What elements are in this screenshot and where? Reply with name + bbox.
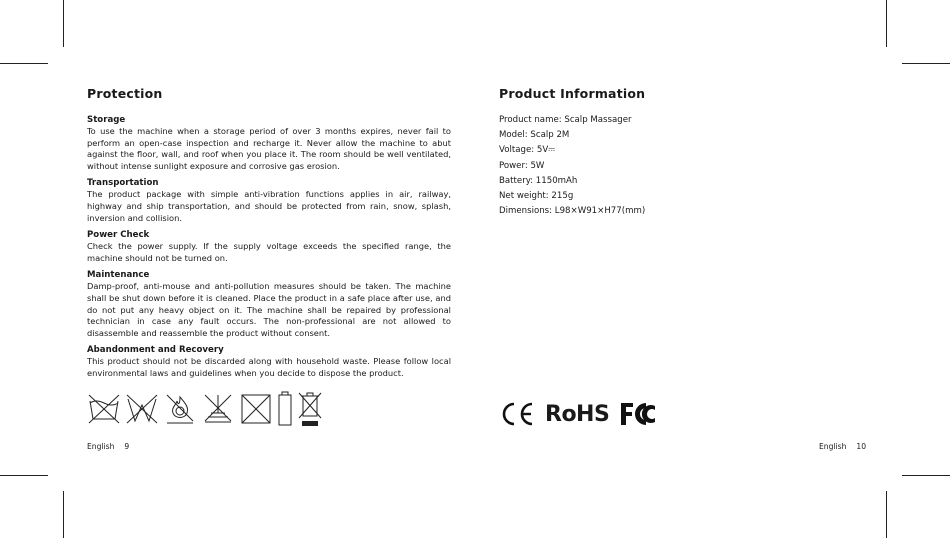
- fcc-mark-icon: [619, 401, 657, 427]
- section-heading: Transportation: [87, 178, 159, 189]
- left-footer: [87, 442, 129, 451]
- product-voltage: Voltage: 5V⎓: [499, 145, 556, 156]
- care-symbols: [87, 391, 323, 427]
- section-power-check: [87, 230, 451, 264]
- crop-mark: [63, 491, 64, 538]
- section-text: The product package with simple anti-vibration functions applies in air, railway, highway and ship transportation, and should be protected from rain, snow, splash, inversion and collision.: [87, 189, 451, 223]
- section-storage: [87, 115, 451, 172]
- section-heading: Abandonment and Recovery: [87, 345, 224, 356]
- crop-mark: [886, 491, 887, 538]
- crop-mark: [0, 63, 48, 64]
- right-page: [499, 86, 869, 219]
- section-abandonment: [87, 345, 451, 379]
- crop-mark: [902, 63, 950, 64]
- crop-mark: [0, 475, 48, 476]
- product-power: Power: 5W: [499, 160, 545, 171]
- section-transportation: [87, 178, 451, 224]
- ce-mark-icon: [499, 401, 535, 427]
- left-page: [87, 86, 451, 386]
- no-fire-icon: [163, 391, 197, 425]
- certification-marks: [499, 401, 657, 427]
- page-title: Protection: [87, 86, 163, 101]
- crop-mark: [902, 475, 950, 476]
- page-title: Product Information: [499, 86, 646, 101]
- section-text: This product should not be discarded along with household waste. Please follow local environmental laws and guidelines when you decide to dispose the product.: [87, 356, 451, 378]
- crop-mark: [63, 0, 64, 47]
- no-tumble-icon: [239, 391, 273, 425]
- section-text: Damp-proof, anti-mouse and anti-pollution measures should be taken. The machine shall be shut down before it is cleaned. Place the product in a safe place after use, and do not put any heavy object on it. The machine shall be repaired by professional technician in case any fault occurs. The non-professional are not allowed to disassemble and reassemble the product without consent.: [87, 281, 451, 338]
- right-footer: [819, 442, 866, 451]
- page-number: 9: [124, 442, 130, 451]
- section-text: To use the machine when a storage period of over 3 months expires, never fail to perform an open-case inspection and recharge it. Never allow the machine to abut against the floor, wall, and roof when you place it. The room should be well ventilated, without intense sunlight exposure and corrosive gas erosion.: [87, 126, 451, 171]
- product-name: Product name: Scalp Massager: [499, 115, 632, 125]
- crop-mark: [886, 0, 887, 47]
- product-battery: Battery: 1150mAh: [499, 175, 578, 186]
- section-heading: Maintenance: [87, 270, 150, 281]
- page-number: 10: [856, 442, 867, 451]
- rohs-mark: RoHS: [545, 401, 610, 427]
- section-heading: Power Check: [87, 230, 150, 241]
- footer-language: English: [819, 442, 847, 451]
- section-maintenance: [87, 270, 451, 339]
- section-text: Check the power supply. If the supply voltage exceeds the specified range, the machine should not be turned on.: [87, 241, 451, 263]
- no-washing-icon: [87, 391, 121, 425]
- battery-icon: [277, 391, 293, 427]
- no-bleach-icon: [125, 391, 159, 425]
- footer-language: English: [87, 442, 115, 451]
- weee-bin-icon: [297, 391, 323, 427]
- product-weight: Net weight: 215g: [499, 191, 574, 202]
- no-drip-dry-icon: [201, 391, 235, 425]
- section-heading: Storage: [87, 115, 126, 125]
- product-dimensions: Dimensions: L98×W91×H77(mm): [499, 206, 646, 217]
- product-model: Model: Scalp 2M: [499, 130, 570, 141]
